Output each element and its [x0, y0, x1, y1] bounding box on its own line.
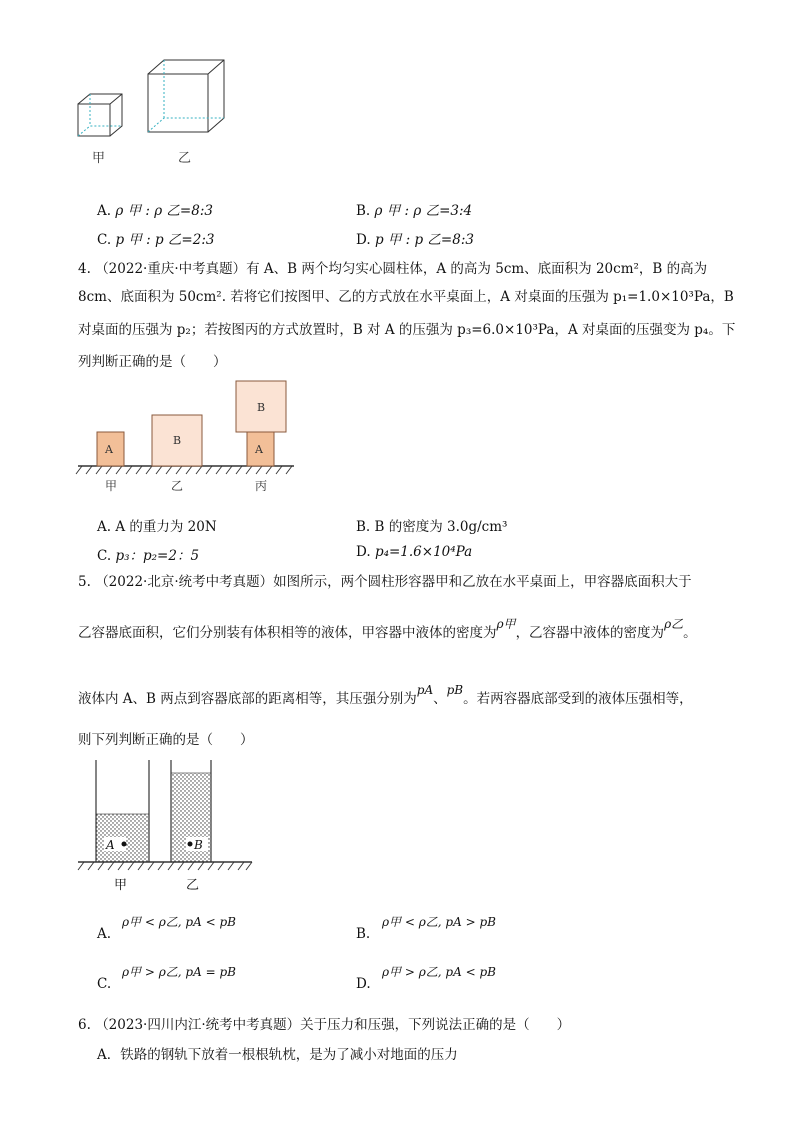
q5-label-jia: 甲: [114, 878, 128, 893]
q4-label-bing: 丙: [255, 479, 268, 493]
question-source: （2022·重庆·中考真题）: [95, 261, 247, 277]
svg-text:A: A: [255, 443, 263, 456]
point-b-label: B: [194, 838, 203, 852]
q3-label-jia: 甲: [92, 151, 106, 166]
q4-option-d: D. p₄=1.6×10⁴Pa: [356, 544, 473, 560]
q3-option-b: B. ρ 甲 : ρ 乙=3:4: [356, 203, 473, 219]
q3-cubes-figure: [70, 58, 240, 178]
rho-jia-symbol: ρ甲: [496, 617, 516, 631]
q3-option-c: C. p 甲 : p 乙=2:3: [97, 232, 215, 248]
q4-line-2: 8cm、底面积为 50cm². 若将它们按图甲、乙的方式放在水平桌面上，A 对桌面的压强为 p₁=1.0×10³Pa，B: [78, 289, 734, 305]
q4-label-jia: 甲: [105, 479, 118, 493]
svg-text:B: B: [173, 434, 182, 447]
q5-option-c-letter: C.: [97, 976, 112, 992]
question-number: 5.: [78, 574, 91, 590]
q5-option-d-letter: D.: [356, 976, 371, 992]
q5-option-d-formula: ρ甲 > ρ乙, pA < pB: [382, 965, 496, 979]
svg-text:A: A: [105, 443, 113, 456]
q6-option-a: A．铁路的钢轨下放着一根根轨枕，是为了减小对地面的压力: [97, 1047, 458, 1063]
rho-yi-symbol: ρ乙: [664, 617, 684, 631]
pA-symbol: pA: [416, 683, 434, 697]
q4-blocks-figure: [74, 376, 304, 494]
pB-symbol: pB: [446, 683, 464, 697]
q4-option-a: A. A 的重力为 20N: [97, 519, 217, 535]
q4-label-yi: 乙: [171, 479, 184, 493]
q3-label-yi: 乙: [178, 151, 192, 166]
q5-line-1: 5. （2022·北京·统考中考真题）如图所示，两个圆柱形容器甲和乙放在水平桌面上，甲容器底面积大于: [78, 574, 692, 590]
q5-option-a-letter: A.: [97, 926, 112, 942]
q4-line-1: 4. （2022·重庆·中考真题）有 A、B 两个均匀实心圆柱体，A 的高为 5cm、底面积为 20cm²，B 的高为: [78, 261, 708, 277]
question-source: （2023·四川内江·统考中考真题）: [95, 1017, 301, 1033]
q3-option-d: D. p 甲 : p 乙=8:3: [356, 232, 474, 248]
q3-option-a: A. ρ 甲 : ρ 乙=8:3: [97, 203, 213, 219]
question-number: 4.: [78, 261, 91, 277]
q5-option-a-formula: ρ甲 < ρ乙, pA < pB: [122, 915, 236, 929]
q5-line-4: 则下列判断正确的是（ ）: [78, 732, 254, 748]
q5-option-c-formula: ρ甲 > ρ乙, pA = pB: [122, 965, 236, 979]
question-source: （2022·北京·统考中考真题）: [95, 574, 274, 590]
point-b: [188, 842, 193, 847]
svg-text:B: B: [257, 401, 266, 414]
q4-option-c: C. p₃：p₂=2：5: [97, 548, 200, 564]
large-cube: [148, 60, 224, 132]
q5-option-b-letter: B.: [356, 926, 371, 942]
q4-option-b: B. B 的密度为 3.0g/cm³: [356, 519, 508, 535]
small-cube: [78, 94, 122, 136]
q4-line-3: 对桌面的压强为 p₂；若按图丙的方式放置时，B 对 A 的压强为 p₃=6.0×10³Pa，A 对桌面的压强变为 p₄。下: [78, 322, 736, 338]
q6-line-1: 6. （2023·四川内江·统考中考真题）关于压力和压强，下列说法正确的是（ ）: [78, 1017, 571, 1033]
q5-containers-figure: [74, 756, 256, 872]
point-a-label: A: [106, 838, 115, 852]
q5-option-b-formula: ρ甲 < ρ乙, pA > pB: [382, 915, 496, 929]
q5-line-2: 乙容器底面积，它们分别装有体积相等的液体，甲容器中液体的密度为ρ甲，乙容器中液体的密度为ρ乙。: [78, 617, 697, 641]
q5-line-3: 液体内 A、B 两点到容器底部的距离相等，其压强分别为pA、pB。若两容器底部受到的液体压强相等，: [78, 683, 693, 707]
q5-label-yi: 乙: [186, 878, 200, 893]
question-number: 6.: [78, 1017, 91, 1033]
q4-line-4: 列判断正确的是（ ）: [78, 354, 227, 370]
point-a: [122, 842, 127, 847]
